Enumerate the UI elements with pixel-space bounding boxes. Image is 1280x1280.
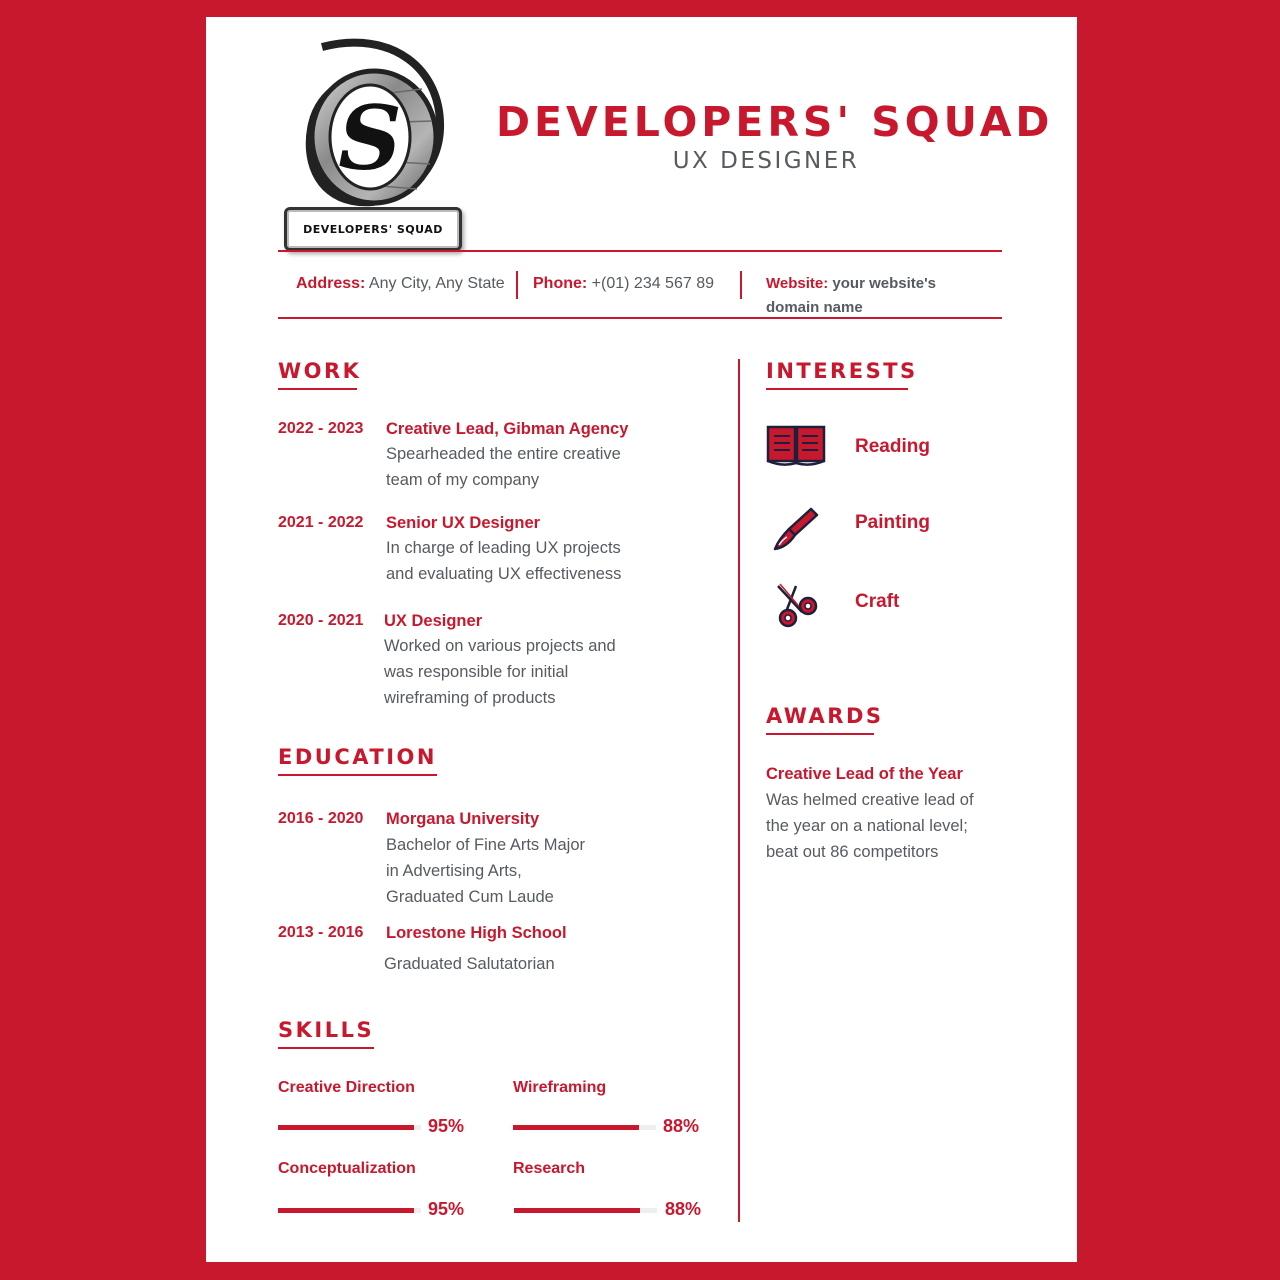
work-description: Spearheaded the entire creative team of my company — [386, 445, 621, 489]
logo-badge: DEVELOPERS' SQUAD — [284, 207, 462, 251]
work-heading: WORK — [278, 359, 362, 383]
phone-value: +(01) 234 567 89 — [591, 275, 714, 292]
skill-bar-fill — [278, 1208, 414, 1213]
skill-bar-track — [514, 1208, 657, 1213]
svg-text:S: S — [338, 86, 402, 190]
work-title: Senior UX Designer — [386, 514, 541, 532]
skill-label: Creative Direction — [278, 1079, 415, 1096]
skills-heading: SKILLS — [278, 1018, 375, 1042]
interest-label: Craft — [855, 591, 900, 612]
work-title: UX Designer — [384, 612, 483, 630]
skill-percent: 95% — [428, 1116, 465, 1136]
skill-label: Conceptualization — [278, 1160, 416, 1177]
address-value: Any City, Any State — [368, 275, 505, 292]
education-description: Bachelor of Fine Arts Major in Advertising Arts, Graduated Cum Laude — [386, 836, 585, 906]
resume-page — [206, 17, 1077, 1262]
book-icon — [766, 423, 826, 469]
person-name: DEVELOPERS' SQUAD — [496, 98, 1054, 146]
education-years: 2013 - 2016 — [278, 924, 364, 941]
contact-address — [296, 272, 505, 296]
interest-label: Reading — [855, 436, 930, 457]
job-title: UX DESIGNER — [672, 148, 860, 174]
contact-website — [766, 272, 936, 320]
skill-bar-track — [278, 1208, 421, 1213]
address-label: Address: — [296, 275, 366, 292]
awards-heading-rule — [766, 733, 874, 735]
work-heading-rule — [278, 388, 357, 390]
skill-percent: 88% — [665, 1199, 702, 1219]
skill-percent: 95% — [428, 1199, 465, 1219]
skill-label: Wireframing — [513, 1079, 607, 1096]
contact-bottom-rule — [278, 317, 1002, 319]
skills-heading-rule — [278, 1047, 374, 1049]
education-description: Graduated Salutatorian — [384, 955, 555, 973]
contact-phone — [533, 272, 714, 296]
award-title: Creative Lead of the Year — [766, 765, 963, 783]
work-years: 2020 - 2021 — [278, 612, 364, 629]
skill-bar-fill — [278, 1125, 414, 1130]
education-school: Lorestone High School — [386, 924, 567, 942]
work-description: In charge of leading UX projects and evaluating UX effectiveness — [386, 539, 622, 583]
education-heading: EDUCATION — [278, 745, 437, 769]
contact-top-rule — [278, 250, 1002, 252]
skill-bar-track — [513, 1125, 656, 1130]
awards-heading: AWARDS — [766, 704, 884, 728]
skill-label: Research — [513, 1160, 586, 1177]
skill-bar-fill — [514, 1208, 640, 1213]
scissors-icon — [772, 582, 822, 632]
paintbrush-icon — [771, 505, 819, 553]
column-divider — [738, 359, 740, 1222]
interest-label: Painting — [855, 512, 930, 533]
website-value-line2[interactable]: domain name — [766, 299, 863, 316]
contact-divider — [740, 271, 742, 299]
skill-bar-track — [278, 1125, 421, 1130]
website-value[interactable]: your website's — [832, 275, 937, 292]
interests-heading: INTERESTS — [766, 359, 918, 383]
education-school: Morgana University — [386, 810, 540, 828]
contact-divider — [516, 271, 518, 299]
skill-bar-fill — [513, 1125, 639, 1130]
education-heading-rule — [278, 774, 437, 776]
interests-heading-rule — [766, 388, 908, 390]
skill-percent: 88% — [663, 1116, 700, 1136]
website-label: Website: — [766, 275, 829, 292]
work-title: Creative Lead, Gibman Agency — [386, 420, 629, 438]
education-years: 2016 - 2020 — [278, 810, 364, 827]
logo — [282, 29, 472, 259]
logo-emblem-icon — [282, 29, 472, 209]
award-description: Was helmed creative lead of the year on a national level; beat out 86 competitors — [766, 791, 974, 861]
work-description: Worked on various projects and was responsible for initial wireframing of products — [384, 637, 616, 707]
phone-label: Phone: — [533, 275, 588, 292]
work-years: 2021 - 2022 — [278, 514, 364, 531]
work-years: 2022 - 2023 — [278, 420, 364, 437]
